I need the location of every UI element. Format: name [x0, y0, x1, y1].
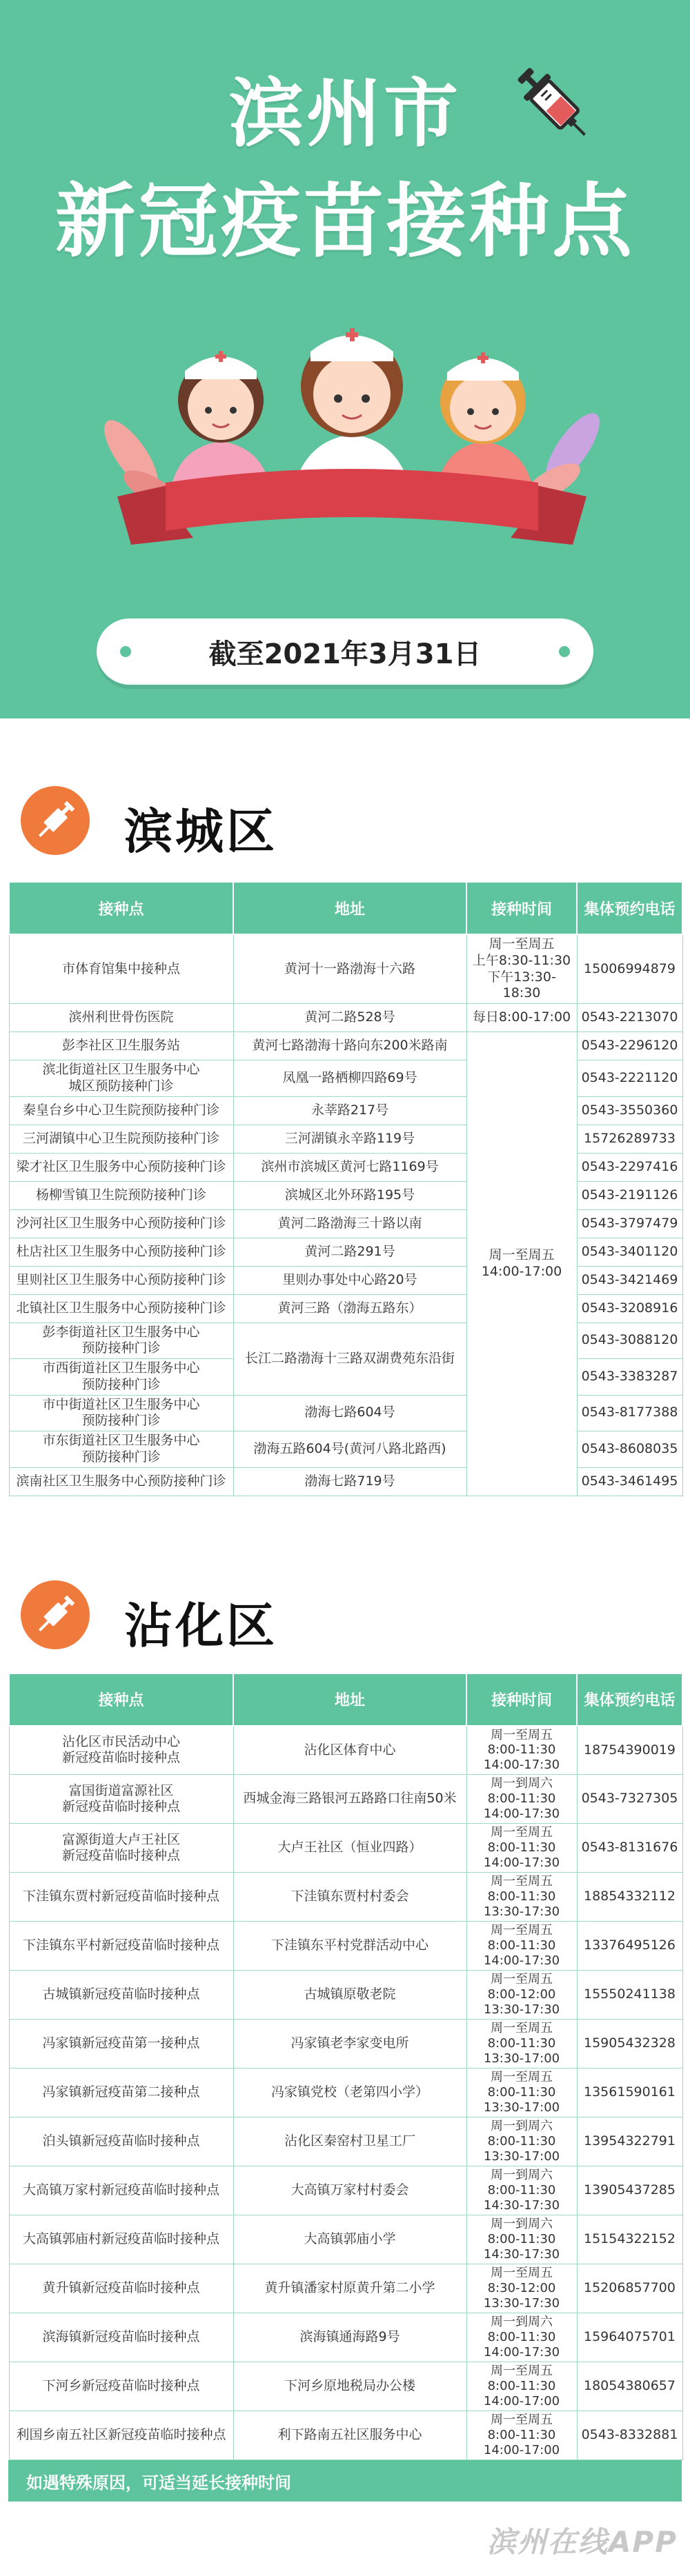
site-cell: 滨州利世骨伤医院	[9, 1004, 233, 1032]
hero-title-city: 滨州市	[228, 71, 461, 157]
table-row	[9, 1209, 682, 1238]
time-cell: 周一至周五 8:30-12:00 13:30-17:30	[466, 2264, 577, 2313]
phone-cell: 18754390019	[577, 1726, 682, 1775]
phone-cell: 0543-7327305	[577, 1775, 682, 1824]
table-header-row	[9, 1673, 682, 1726]
phone-cell: 0543-8608035	[577, 1431, 682, 1468]
site-cell: 市体育馆集中接种点	[9, 934, 233, 1004]
table-row	[9, 2313, 682, 2362]
phone-cell: 0543-8131676	[577, 1824, 682, 1873]
site-cell: 市中街道社区卫生服务中心 预防接种门诊	[9, 1395, 233, 1431]
site-cell: 三河湖镇中心卫生院预防接种门诊	[9, 1125, 233, 1153]
address-cell: 黄河三路（渤海五路东）	[233, 1294, 466, 1322]
header-phone: 集体预约电话	[577, 1673, 682, 1726]
phone-cell: 0543-8177388	[577, 1395, 682, 1431]
phone-cell: 0543-3797479	[577, 1209, 682, 1238]
table-row	[9, 1096, 682, 1125]
table-row	[9, 1431, 682, 1468]
address-cell: 西城金海三路银河五路路口往南50米	[233, 1775, 466, 1824]
table-row	[9, 1971, 682, 2020]
time-cell: 每日8:00-17:00	[466, 1004, 577, 1032]
pill-dot-right	[559, 646, 570, 657]
phone-cell: 0543-3088120	[577, 1322, 682, 1359]
phone-cell: 13954322791	[577, 2117, 682, 2166]
header-time: 接种时间	[466, 1673, 577, 1726]
address-cell: 大卢王社区（恒业四路）	[233, 1824, 466, 1873]
bincheng-sites-table	[8, 881, 683, 1496]
time-cell: 周一到周六 8:00-11:30 14:30-17:30	[466, 2166, 577, 2215]
phone-cell: 15154322152	[577, 2215, 682, 2264]
address-cell: 沾化区体育中心	[233, 1726, 466, 1775]
address-cell: 古城镇原敬老院	[233, 1971, 466, 2020]
table-row	[9, 1467, 682, 1496]
site-cell: 下洼镇东平村新冠疫苗临时接种点	[9, 1922, 233, 1971]
site-cell: 杜店社区卫生服务中心预防接种门诊	[9, 1238, 233, 1266]
table-row	[9, 1775, 682, 1824]
time-cell: 周一至周五 8:00-11:30 13:30-17:30	[466, 1873, 577, 1922]
phone-cell: 13376495126	[577, 1922, 682, 1971]
phone-cell: 18054380657	[577, 2362, 682, 2411]
time-cell: 周一至周五 8:00-11:30 14:00-17:30	[466, 1726, 577, 1775]
address-cell: 大高镇万家村村委会	[233, 2166, 466, 2215]
phone-cell: 15206857700	[577, 2264, 682, 2313]
table-row	[9, 1060, 682, 1097]
table-row	[9, 1181, 682, 1209]
time-cell: 周一至周五 8:00-11:30 14:00-17:00	[466, 2411, 577, 2460]
phone-cell: 15905432328	[577, 2020, 682, 2069]
phone-cell: 0543-3461495	[577, 1467, 682, 1496]
address-cell: 滨海镇通海路9号	[233, 2313, 466, 2362]
header-address: 地址	[233, 882, 466, 934]
header-time: 接种时间	[466, 882, 577, 934]
syringe-icon	[21, 1580, 90, 1649]
site-cell: 滨南社区卫生服务中心预防接种门诊	[9, 1467, 233, 1496]
table-row	[9, 1824, 682, 1873]
table-row	[9, 2264, 682, 2313]
header-address: 地址	[233, 1673, 466, 1726]
phone-cell: 15006994879	[577, 934, 682, 1004]
phone-cell: 0543-3208916	[577, 1294, 682, 1322]
address-cell: 大高镇郭庙小学	[233, 2215, 466, 2264]
address-cell: 黄河二路528号	[233, 1004, 466, 1032]
header-phone: 集体预约电话	[577, 882, 682, 934]
table-row	[9, 1125, 682, 1153]
note-bar: 如遇特殊原因，可适当延长接种时间	[8, 2460, 682, 2502]
phone-cell: 0543-2221120	[577, 1060, 682, 1097]
phone-cell: 0543-2296120	[577, 1032, 682, 1060]
footer	[0, 2502, 690, 2576]
table-row	[9, 1004, 682, 1032]
site-cell: 大高镇万家村新冠疫苗临时接种点	[9, 2166, 233, 2215]
site-cell: 彭李街道社区卫生服务中心 预防接种门诊	[9, 1322, 233, 1359]
address-cell: 长江二路渤海十三路双湖费苑东沿街	[233, 1322, 466, 1395]
site-cell: 彭李社区卫生服务站	[9, 1032, 233, 1060]
zhanhua-table-body	[9, 1726, 682, 2460]
address-cell: 下洼镇东平村党群活动中心	[233, 1922, 466, 1971]
table-row	[9, 2166, 682, 2215]
address-cell: 黄河十一路渤海十六路	[233, 934, 466, 1004]
phone-cell: 0543-8332881	[577, 2411, 682, 2460]
phone-cell: 18854332112	[577, 1873, 682, 1922]
address-cell: 冯家镇老李家变电所	[233, 2020, 466, 2069]
site-cell: 富源街道大卢王社区 新冠疫苗临时接种点	[9, 1824, 233, 1873]
site-cell: 市东街道社区卫生服务中心 预防接种门诊	[9, 1431, 233, 1468]
address-cell: 永莘路217号	[233, 1096, 466, 1125]
syringe-icon	[509, 59, 599, 149]
header-site: 接种点	[9, 882, 233, 934]
time-cell: 周一至周五 8:00-11:30 14:00-17:30	[466, 1824, 577, 1873]
section-title-zhanhua: 沾化区	[124, 1597, 277, 1654]
address-cell: 里则办事处中心路20号	[233, 1266, 466, 1294]
address-cell: 黄河二路渤海三十路以南	[233, 1209, 466, 1238]
address-cell: 黄升镇潘家村原黄升第二小学	[233, 2264, 466, 2313]
table-row	[9, 2117, 682, 2166]
site-cell: 冯家镇新冠疫苗第二接种点	[9, 2069, 233, 2117]
time-cell: 周一至周五 8:00-11:30 14:00-17:30	[466, 1922, 577, 1971]
syringe-icon	[21, 786, 90, 855]
address-cell: 黄河七路渤海十路向东200米路南	[233, 1032, 466, 1060]
table-row	[9, 1153, 682, 1181]
address-cell: 滨州市滨城区黄河七路1169号	[233, 1153, 466, 1181]
phone-cell: 15550241138	[577, 1971, 682, 2020]
phone-cell: 13561590161	[577, 2069, 682, 2117]
table-row	[9, 1322, 682, 1359]
address-cell: 利下路南五社区服务中心	[233, 2411, 466, 2460]
nurses-illustration	[103, 276, 600, 572]
phone-cell: 0543-3401120	[577, 1238, 682, 1266]
table-row	[9, 1266, 682, 1294]
as-of-date-text: 截至2021年3月31日	[208, 638, 482, 670]
site-cell: 富国街道富源社区 新冠疫苗临时接种点	[9, 1775, 233, 1824]
table-row	[9, 1726, 682, 1775]
address-cell: 渤海七路719号	[233, 1467, 466, 1496]
time-cell: 周一至周五 8:00-12:00 13:30-17:30	[466, 1971, 577, 2020]
as-of-date-pill	[97, 618, 593, 685]
address-cell: 三河湖镇永辛路119号	[233, 1125, 466, 1153]
table-header-row	[9, 882, 682, 934]
hero-banner	[0, 0, 690, 718]
address-cell: 下河乡原地税局办公楼	[233, 2362, 466, 2411]
time-cell: 周一至周五 8:00-11:30 13:30-17:00	[466, 2069, 577, 2117]
site-cell: 下洼镇东贾村新冠疫苗临时接种点	[9, 1873, 233, 1922]
site-cell: 北镇社区卫生服务中心预防接种门诊	[9, 1294, 233, 1322]
table-row	[9, 1032, 682, 1060]
phone-cell: 15726289733	[577, 1125, 682, 1153]
site-cell: 泊头镇新冠疫苗临时接种点	[9, 2117, 233, 2166]
section-title-bincheng: 滨城区	[124, 803, 277, 860]
pill-dot-left	[120, 646, 131, 657]
site-cell: 滨北街道社区卫生服务中心 城区预防接种门诊	[9, 1060, 233, 1097]
site-cell: 沙河社区卫生服务中心预防接种门诊	[9, 1209, 233, 1238]
zhanhua-sites-table	[8, 1673, 683, 2461]
address-cell: 滨城区北外环路195号	[233, 1181, 466, 1209]
time-cell: 周一到周六 8:00-11:30 14:00-17:30	[466, 2313, 577, 2362]
table-row	[9, 1873, 682, 1922]
phone-cell: 0543-3383287	[577, 1359, 682, 1396]
site-cell: 里则社区卫生服务中心预防接种门诊	[9, 1266, 233, 1294]
phone-cell: 0543-3550360	[577, 1096, 682, 1125]
time-cell: 周一至周五 8:00-11:30 13:30-17:00	[466, 2020, 577, 2069]
table-row	[9, 1922, 682, 1971]
site-cell: 下河乡新冠疫苗临时接种点	[9, 2362, 233, 2411]
phone-cell: 15964075701	[577, 2313, 682, 2362]
header-site: 接种点	[9, 1673, 233, 1726]
table-row	[9, 1294, 682, 1322]
phone-cell: 0543-3421469	[577, 1266, 682, 1294]
time-cell: 周一至周五 上午8:30-11:30 下午13:30-18:30	[466, 934, 577, 1004]
section-header-bincheng	[0, 778, 690, 861]
phone-cell: 0543-2191126	[577, 1181, 682, 1209]
table-row	[9, 2215, 682, 2264]
section-header-zhanhua	[0, 1572, 690, 1655]
phone-cell: 0543-2213070	[577, 1004, 682, 1032]
hero-title-main: 新冠疫苗接种点	[55, 175, 635, 268]
table-row	[9, 934, 682, 1004]
site-cell: 利国乡南五社区新冠疫苗临时接种点	[9, 2411, 233, 2460]
watermark: 滨州在线APP	[486, 2525, 678, 2559]
table-row	[9, 2362, 682, 2411]
address-cell: 冯家镇党校（老第四小学）	[233, 2069, 466, 2117]
site-cell: 沾化区市民活动中心 新冠疫苗临时接种点	[9, 1726, 233, 1775]
site-cell: 大高镇郭庙村新冠疫苗临时接种点	[9, 2215, 233, 2264]
phone-cell: 13905437285	[577, 2166, 682, 2215]
site-cell: 秦皇台乡中心卫生院预防接种门诊	[9, 1096, 233, 1125]
address-cell: 渤海七路604号	[233, 1395, 466, 1431]
table-row	[9, 1238, 682, 1266]
table-row	[9, 2020, 682, 2069]
site-cell: 冯家镇新冠疫苗第一接种点	[9, 2020, 233, 2069]
address-cell: 下洼镇东贾村村委会	[233, 1873, 466, 1922]
address-cell: 沾化区秦窑村卫星工厂	[233, 2117, 466, 2166]
table-row	[9, 2069, 682, 2117]
time-cell: 周一到周六 8:00-11:30 14:30-17:30	[466, 2215, 577, 2264]
site-cell: 市西街道社区卫生服务中心 预防接种门诊	[9, 1359, 233, 1396]
time-cell: 周一到周六 8:00-11:30 13:30-17:00	[466, 2117, 577, 2166]
table-row	[9, 1395, 682, 1431]
site-cell: 杨柳雪镇卫生院预防接种门诊	[9, 1181, 233, 1209]
site-cell: 梁才社区卫生服务中心预防接种门诊	[9, 1153, 233, 1181]
site-cell: 黄升镇新冠疫苗临时接种点	[9, 2264, 233, 2313]
address-cell: 渤海五路604号(黄河八路北路西)	[233, 1431, 466, 1468]
time-cell: 周一至周五 8:00-11:30 14:00-17:00	[466, 2362, 577, 2411]
site-cell: 古城镇新冠疫苗临时接种点	[9, 1971, 233, 2020]
shared-time-cell: 周一至周五 14:00-17:00	[466, 1032, 577, 1496]
site-cell: 滨海镇新冠疫苗临时接种点	[9, 2313, 233, 2362]
time-cell: 周一到周六 8:00-11:30 14:00-17:30	[466, 1775, 577, 1824]
address-cell: 黄河二路291号	[233, 1238, 466, 1266]
address-cell: 凤凰一路栖柳四路69号	[233, 1060, 466, 1097]
phone-cell: 0543-2297416	[577, 1153, 682, 1181]
table-row	[9, 2411, 682, 2460]
